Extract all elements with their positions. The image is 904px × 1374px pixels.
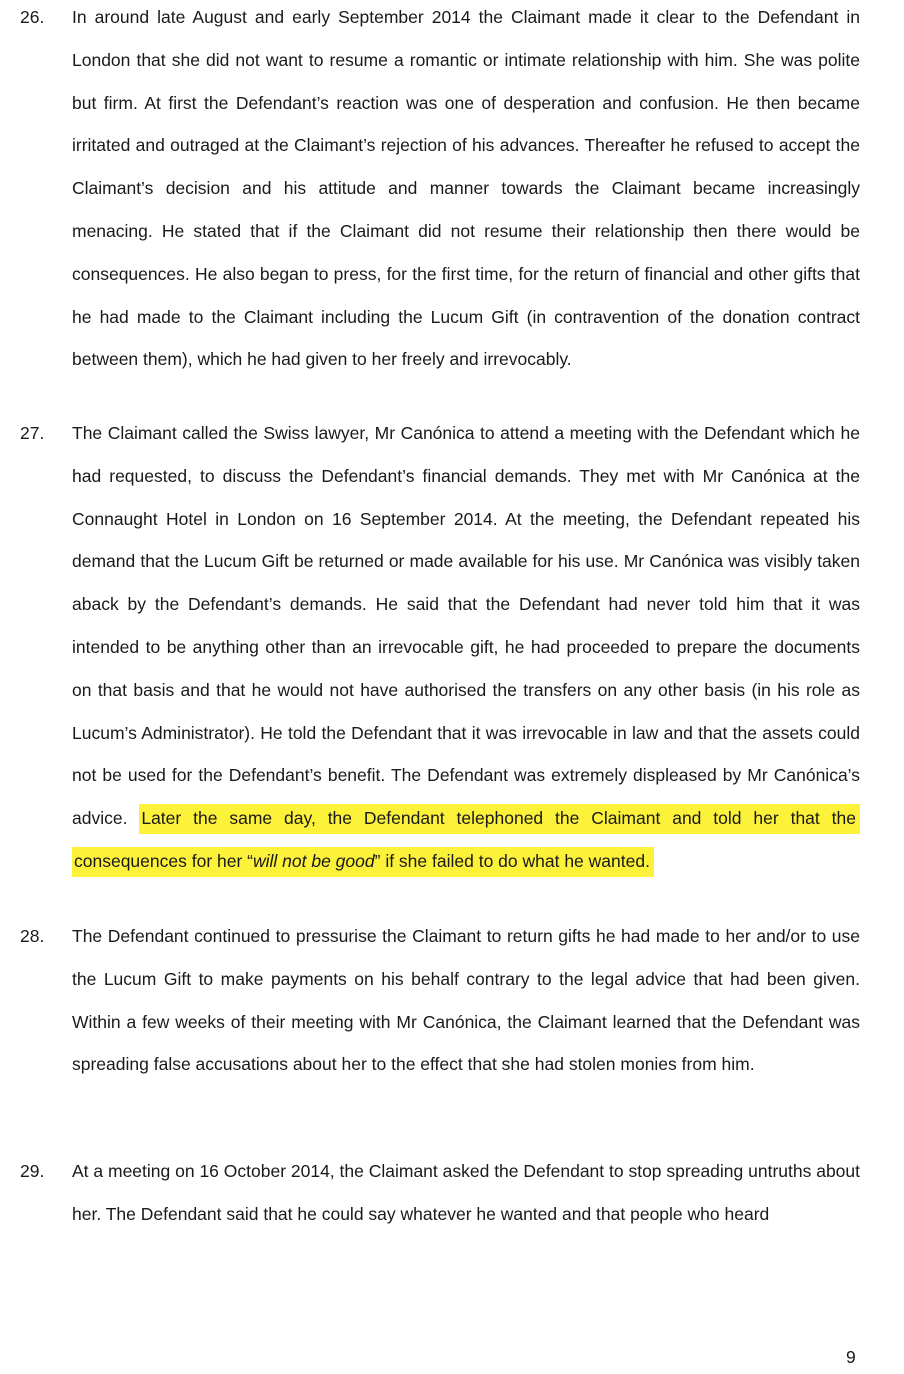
paragraph-number: 27.: [20, 423, 45, 443]
paragraph-text: The Defendant continued to pressurise the Claimant to return gifts he had made to her and/or to use the Lucum Gift to make payments on his behalf contrary to the legal advice that had been given. Within a few weeks of their meeting with Mr Canónica, the Claimant learned that the Defendant was spreading false accusations about her to the effect that she had stolen monies from him.: [72, 926, 860, 1075]
highlighted-passage: [72, 804, 860, 877]
paragraph-number: 29.: [20, 1161, 45, 1181]
highlight-text-tail: ” if she failed to do what he wanted.: [374, 850, 650, 871]
highlight-text-lead: Later the same day, the Defendant telephoned the Claimant and told her that the consequences for her “: [74, 808, 856, 871]
paragraph-number: 28.: [20, 926, 45, 946]
paragraph-text: [72, 412, 860, 883]
paragraph-text: At a meeting on 16 October 2014, the Claimant asked the Defendant to stop spreading untruths about her. The Defendant said that he could say whatever he wanted and that people who heard: [72, 1161, 861, 1224]
highlight-quote: will not be good: [253, 850, 375, 871]
paragraph-number: 26.: [20, 7, 45, 27]
paragraph-text: In around late August and early September 2014 the Claimant made it clear to the Defendant in London that she did not want to resume a romantic or intimate relationship with him. She was polite but firm. At first the Defendant’s reaction was one of desperation and confusion. He then became irritated and outraged at the Claimant’s rejection of his advances. Thereafter he refused to accept the Claimant’s decision and his attitude and manner towards the Claimant became increasingly menacing. He stated that if the Claimant did not resume their relationship then there would be consequences. He also began to press, for the first time, for the return of financial and other gifts that he had made to the Claimant including the Lucum Gift (in contravention of the donation contract between them), which he had given to her freely and irrevocably.: [72, 7, 860, 370]
page-number: 9: [846, 1347, 856, 1367]
paragraph-text-plain: The Claimant called the Swiss lawyer, Mr Canónica to attend a meeting with the Defendant which he had requested, to discuss the Defendant’s financial demands. They met with Mr Canónica at the Connaught Hotel in London on 16 September 2014. At the meeting, the Defendant repeated his demand that the Lucum Gift be returned or made available for his use. Mr Canónica was visibly taken aback by the Defendant’s demands. He said that the Defendant had never told him that it was intended to be anything other than an irrevocable gift, he had proceeded to prepare the documents on that basis and that he would not have authorised the transfers on any other basis (in his role as Lucum’s Administrator). He told the Defendant that it was irrevocable in law and that the assets could not be used for the Defendant’s benefit. The Defendant was extremely displeased by Mr Canónica’s advice.: [72, 423, 860, 829]
